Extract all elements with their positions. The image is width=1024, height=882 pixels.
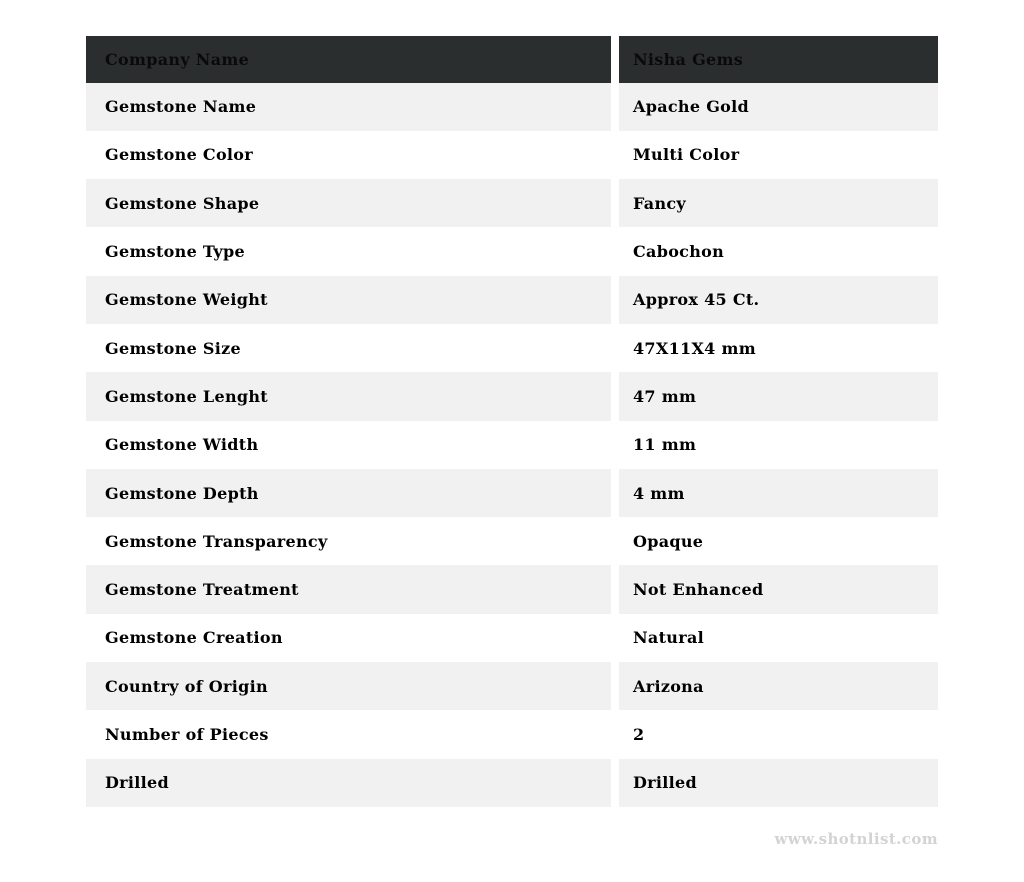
row-label: Gemstone Size [86, 324, 611, 372]
row-value: 47 mm [619, 372, 938, 420]
row-value: Cabochon [619, 227, 938, 275]
row-label: Gemstone Color [86, 131, 611, 179]
row-value: Approx 45 Ct. [619, 276, 938, 324]
row-label: Gemstone Lenght [86, 372, 611, 420]
row-label: Gemstone Transparency [86, 517, 611, 565]
row-value: 47X11X4 mm [619, 324, 938, 372]
table-row [86, 565, 938, 613]
table-row [86, 131, 938, 179]
table-row [86, 372, 938, 420]
table-header-row [86, 36, 938, 83]
header-company-value: Nisha Gems [619, 36, 938, 83]
row-value: Arizona [619, 662, 938, 710]
table-row [86, 517, 938, 565]
row-value: Natural [619, 614, 938, 662]
table-row [86, 324, 938, 372]
row-label: Gemstone Depth [86, 469, 611, 517]
row-value: 4 mm [619, 469, 938, 517]
row-value: 11 mm [619, 421, 938, 469]
row-label: Drilled [86, 759, 611, 807]
table-row [86, 421, 938, 469]
row-value: Multi Color [619, 131, 938, 179]
row-value: Apache Gold [619, 83, 938, 131]
row-value: 2 [619, 710, 938, 758]
row-value: Drilled [619, 759, 938, 807]
row-label: Gemstone Weight [86, 276, 611, 324]
gemstone-details-table [86, 36, 938, 807]
row-label: Gemstone Type [86, 227, 611, 275]
table-row [86, 83, 938, 131]
row-label: Gemstone Width [86, 421, 611, 469]
row-label: Number of Pieces [86, 710, 611, 758]
site-watermark: www.shotnlist.com [774, 830, 938, 848]
header-company-name: Company Name [86, 36, 611, 83]
row-label: Gemstone Creation [86, 614, 611, 662]
table-row [86, 759, 938, 807]
table-row [86, 710, 938, 758]
row-value: Fancy [619, 179, 938, 227]
row-label: Country of Origin [86, 662, 611, 710]
row-value: Opaque [619, 517, 938, 565]
table-row [86, 469, 938, 517]
row-value: Not Enhanced [619, 565, 938, 613]
table-row [86, 614, 938, 662]
row-label: Gemstone Shape [86, 179, 611, 227]
table-row [86, 227, 938, 275]
table-row [86, 179, 938, 227]
row-label: Gemstone Treatment [86, 565, 611, 613]
table-row [86, 276, 938, 324]
table-row [86, 662, 938, 710]
row-label: Gemstone Name [86, 83, 611, 131]
